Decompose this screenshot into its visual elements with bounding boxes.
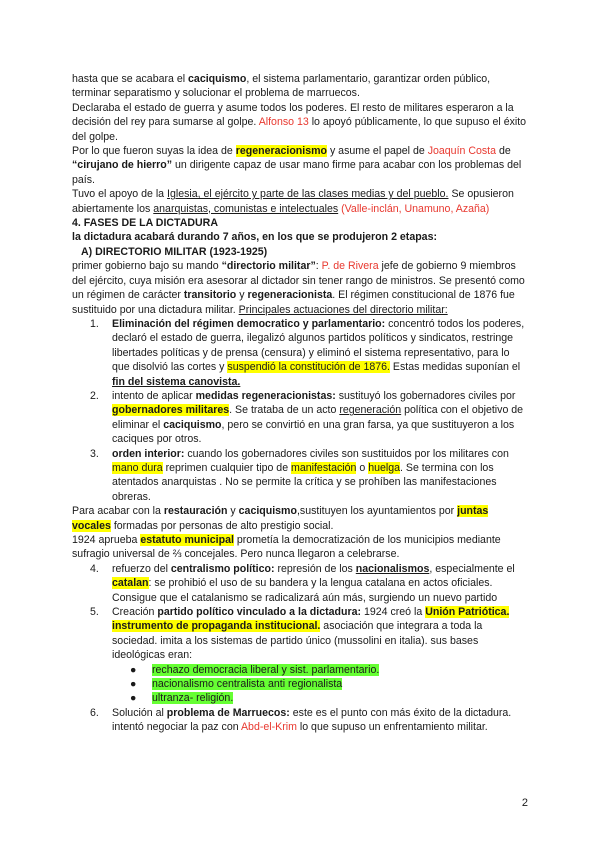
list-number: 2. [90,389,99,402]
bold-term: “directorio militar” [221,260,316,273]
text: cuando los gobernadores civiles son sustituidos por los militares con [184,447,509,460]
highlighted-term: Unión Patriótica. [425,606,510,619]
bold-term: caciquismo [163,418,222,431]
list-number: 6. [90,706,99,719]
text: : [315,260,322,273]
underlined-term: regeneración [339,404,402,417]
red-name: P. de Rivera [321,260,379,273]
text: . Se termina con los atentados anarquistas . No se permite la crítica y se prohíben las manifestaciones obreras. [112,461,497,503]
text: reprimen cualquier tipo de [162,461,292,474]
text: sustituyó los gobernadores civiles por [335,389,516,402]
text: y [236,289,248,302]
paragraph-regeneracionismo [72,144,528,187]
text: Estas medidas suponían el [389,361,521,374]
list-item [72,447,528,505]
highlighted-text: huelga [368,461,400,474]
text: este es el punto con más éxito de la dictadura. intentó negociar la paz con [112,706,512,734]
text: política con el objetivo de eliminar el [112,404,524,431]
text: y [227,505,239,518]
text: intento de aplicar [112,389,196,402]
bold-term: transitorio [183,289,237,302]
green-highlighted-text: nacionalismo centralista anti regionalista [152,678,343,691]
paragraph-directorio [72,259,528,317]
text: jefe de gobierno 9 miembros del ejército, cuya misión era asesorar al dictador sin tener rango de ministros. Se presentó como un régimen de carácter [72,260,525,302]
page-number: 2 [521,797,528,809]
bold-term: medidas regeneracionistas: [195,389,336,402]
text: y asume el papel de [327,145,428,158]
bold-term: partido político vinculado a la dictadura: [157,606,362,619]
text: represión de los [274,562,356,575]
text: de [496,145,511,158]
text: formadas por personas de alto prestigio social. [110,519,334,532]
paragraph-juntas-vocales [72,504,528,533]
list-item [72,389,528,447]
green-highlighted-text: ultranza- religión. [152,692,234,705]
bold-term: caciquismo [188,73,247,85]
bold-underlined-term: fin del sistema canovista. [112,375,241,388]
highlighted-text: suspendió la constitución de 1876. [227,361,390,374]
red-name: Abd-el-Krim [240,721,297,734]
section-heading: 4. FASES DE LA DICTADURA [72,217,218,230]
list-item [72,605,528,663]
bold-term: Eliminación del régimen democratico y parlamentario: [112,317,386,330]
highlighted-term: regeneracionismo [235,145,327,158]
text: 1924 aprueba [72,534,141,546]
bases-ideologicas-list [72,663,528,706]
paragraph-apoyos [72,187,528,216]
underlined-term: anarquistas, comunistas e intelectuales [153,202,339,215]
text: Por lo que fueron suyas la idea de [72,145,236,158]
bold-term: centralismo político: [170,562,275,575]
text: , especialmente el [429,562,515,575]
text: . Se trataba de un acto [229,404,340,417]
list-number: 5. [90,606,99,619]
text: lo apoyó públicamente, lo que supuso el éxito del golpe. [72,116,527,143]
text: , pero se convirtió en una gran farsa, ya que sustituyeron a los caciques por otros. [112,418,515,446]
red-name: Alfonso 13 [258,116,309,129]
bold-term: restauración [163,505,228,518]
bullet-icon: ● [130,678,137,691]
text: Se opusieron abiertamente los [72,188,514,215]
actuaciones-list-1 [72,317,528,504]
highlighted-term: gobernadores militares [112,404,230,417]
document-body [72,72,528,735]
paragraph-golpe-objetivos [72,72,528,101]
bullet-item [72,663,528,677]
text: Tuvo el apoyo de la [72,188,168,201]
bold-term: problema de Marruecos: [166,706,290,719]
text: . El régimen constitucional de 1876 fue sustituido por una dictadura militar. [72,289,515,316]
text: prometía la democratización de los municipios mediante sufragio universal de ⅔ concejales. Pero nunca llegaron a celebrarse. [72,534,501,561]
list-item [72,706,528,735]
highlighted-term: juntas vocales [72,505,489,532]
list-item [72,317,528,389]
list-number: 3. [90,447,99,460]
subsection-directorio-militar: A) DIRECTORIO MILITAR (1923-1925) [81,245,268,258]
text: Solución al [112,706,167,719]
bold-term: orden interior: [112,447,185,460]
bullet-item [72,677,528,691]
highlighted-text: mano dura [112,461,163,474]
green-highlighted-text: rechazo democracia liberal y sist. parlamentario. [152,663,380,676]
text: : se prohibió el uso de su bandera y la lengua catalana en actos oficiales. Consigue que el catalanismo se radicalizará aún más, surgiendo un nuevo partido [112,577,498,604]
underlined-term: Iglesia, el ejército y parte de las clases medias y del pueblo. [167,188,449,201]
text: ,sustituyen los ayuntamientos por [296,505,458,518]
highlighted-term: catalan [112,577,149,590]
actuaciones-list-2 [72,562,528,663]
underlined-term: Principales actuaciones del directorio militar: [238,303,448,316]
highlighted-term: instrumento de propaganda institucional. [112,620,321,633]
paragraph-estado-de-guerra [72,101,528,144]
text: asociación que integrara a toda la sociedad. imita a los sistemas de partido único (mussolini en italia). sus bases ideológicas eran: [112,620,483,662]
text: Declaraba el estado de guerra y asume todos los poderes. El resto de militares esperaron a la decisión del rey para sumarse al golpe. [72,101,514,129]
bullet-icon: ● [130,663,137,676]
text: Para acabar con la [72,505,164,518]
actuaciones-list-3 [72,706,528,735]
bold-term: caciquismo [238,505,297,518]
bullet-item [72,691,528,705]
text: refuerzo del [112,562,171,575]
text: un dirigente capaz de usar mano firme para acabar con los problemas del país. [72,159,522,186]
section-subheading: la dictadura acabará durando 7 años, en los que se produjeron 2 etapas: [72,231,437,244]
list-number: 4. [90,562,99,575]
text: hasta que se acabara el [72,73,189,85]
bold-term: regeneracionista [247,289,333,302]
highlighted-text: manifestación [291,461,357,474]
bullet-icon: ● [130,692,137,705]
text: concentró todos los poderes, declaró el estado de guerra, ilegalizó algunos partidos políticos y sindicatos, restringe libertades políticas y de prensa (censura) y eliminó el sistema representativo, para lo que disolvió las cortes y [112,317,525,374]
bold-underlined-term: nacionalismos [355,562,430,575]
red-names: (Valle-inclán, Unamuno, Azaña) [341,202,490,215]
list-item [72,562,528,605]
bold-term: “cirujano de hierro” [72,159,173,172]
text: lo que supuso un enfrentamiento militar. [296,721,488,734]
list-number: 1. [90,317,99,330]
text: primer gobierno bajo su mando [72,260,222,273]
text: 1924 creó la [361,606,426,619]
paragraph-estatuto-municipal [72,533,528,562]
text: Creación [112,606,158,619]
text: o [356,461,369,474]
text: , el sistema parlamentario, garantizar orden público, terminar separatismo y solucionar el problema de marruecos. [72,73,491,100]
red-name: Joaquín Costa [427,145,497,158]
highlighted-term: estatuto municipal [140,534,234,546]
